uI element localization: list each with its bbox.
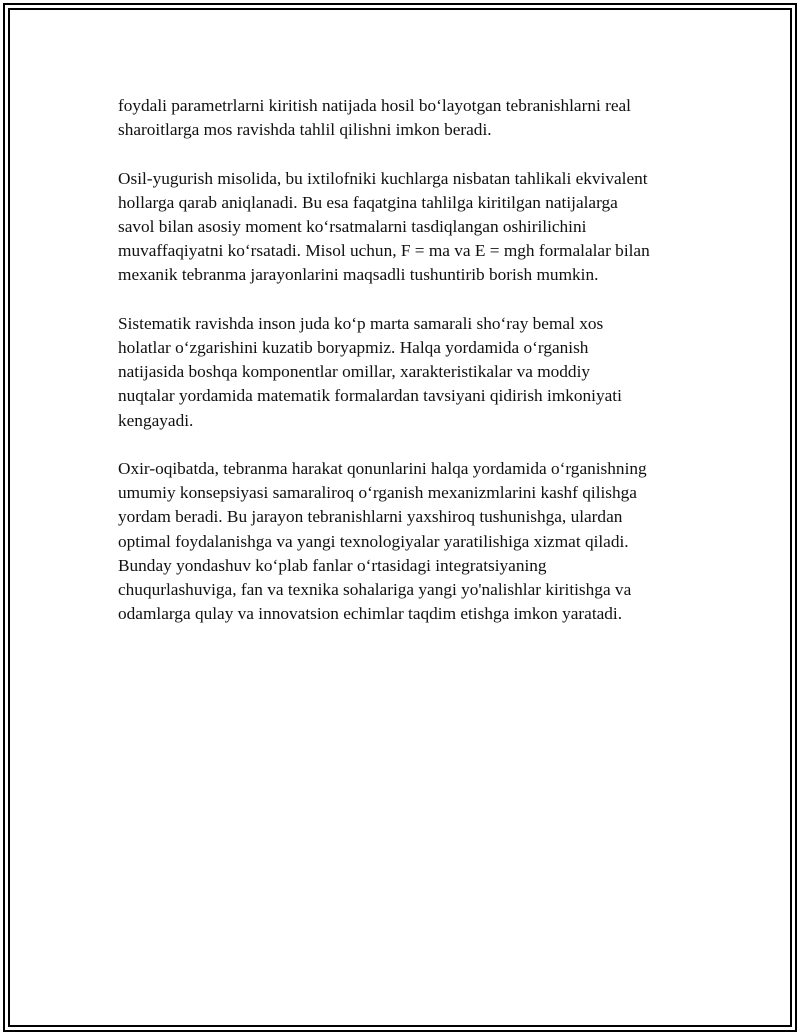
text-line: umumiy konsepsiyasi samaraliroq o‘rganish mexanizmlarini kashf qilishga <box>118 483 637 503</box>
text-line: natijasida boshqa komponentlar omillar, xarakteristikalar va moddiy <box>118 362 591 382</box>
paragraph-3 <box>118 312 698 433</box>
text-line: chuqurlashuviga, fan va texnika sohalariga yangi yo'nalishlar kiritishga va <box>118 580 632 600</box>
text-line: Oxir-oqibatda, tebranma harakat qonunlarini halqa yordamida o‘rganishning <box>118 459 647 478</box>
text-line: yordam beradi. Bu jarayon tebranishlarni yaxshiroq tushunishga, ulardan <box>118 507 623 527</box>
text-line: muvaffaqiyatni ko‘rsatadi. Misol uchun, F = ma va E = mgh formalalar bilan <box>118 241 650 261</box>
text-line: holatlar o‘zgarishini kuzatib boryapmiz. Halqa yordamida o‘rganish <box>118 338 589 357</box>
paragraph-1 <box>118 94 698 142</box>
paragraph-4 <box>118 457 698 626</box>
text-line: sharoitlarga mos ravishda tahlil qilishni imkon beradi. <box>118 120 492 140</box>
text-line: odamlarga qulay va innovatsion echimlar taqdim etishga imkon yaratadi. <box>118 604 623 624</box>
text-line: Sistematik ravishda inson juda ko‘p marta samarali sho‘ray bemal xos <box>118 313 604 333</box>
document-body <box>118 94 698 651</box>
text-line: foydali parametrlarni kiritish natijada hosil bo‘layotgan tebranishlarni real <box>118 96 631 115</box>
text-line: mexanik tebranma jarayonlarini maqsadli tushuntirib borish mumkin. <box>118 265 599 285</box>
text-line: nuqtalar yordamida matematik formalardan tavsiyani qidirish imkoniyati <box>118 386 622 406</box>
text-line: Osil-yugurish misolida, bu ixtilofniki kuchlarga nisbatan tahlikali ekvivalent <box>118 168 648 188</box>
text-line: hollarga qarab aniqlanadi. Bu esa faqatgina tahlilga kiritilgan natijalarga <box>118 192 618 212</box>
text-line: Bunday yondashuv ko‘plab fanlar o‘rtasidagi integratsiyaning <box>118 555 547 575</box>
paragraph-2 <box>118 167 698 288</box>
text-line: savol bilan asosiy moment ko‘rsatmalarni tasdiqlangan oshirilichini <box>118 217 587 236</box>
text-line: kengayadi. <box>118 410 194 430</box>
text-line: optimal foydalanishga va yangi texnologiyalar yaratilishiga xizmat qiladi. <box>118 531 629 551</box>
